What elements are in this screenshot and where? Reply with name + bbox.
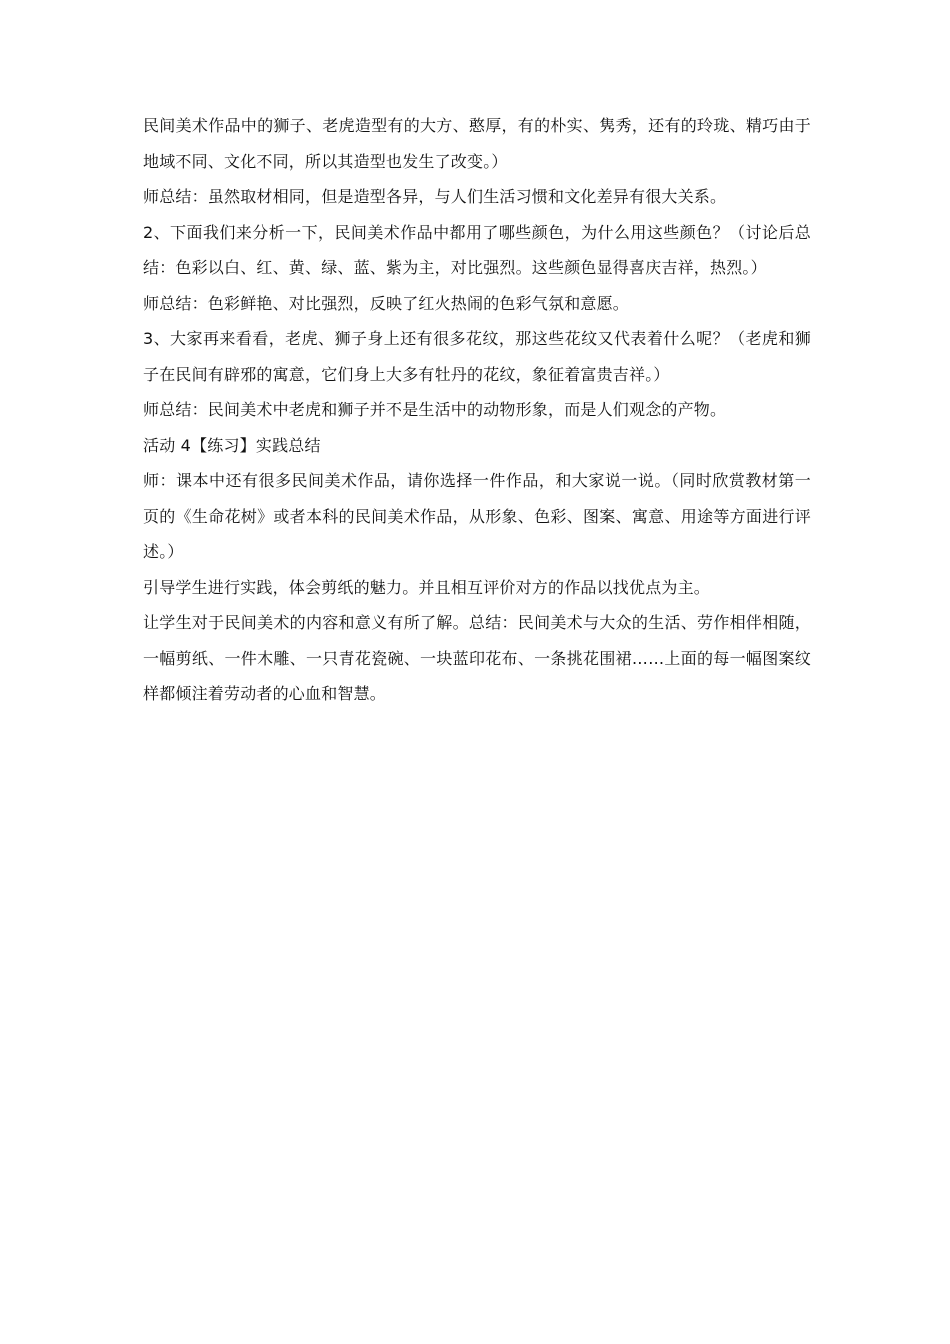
paragraph-teacher-summary-shapes: 师总结：虽然取材相同，但是造型各异，与人们生活习惯和文化差异有很大关系。	[143, 187, 727, 206]
document-body	[143, 108, 811, 712]
activity-heading: 活动 4【练习】实践总结	[143, 435, 321, 455]
paragraph-teacher-instruction: 师：课本中还有很多民间美术作品，请你选择一件作品，和大家说一说。（同时欣赏教材第一页的《生命花树》或者本科的民间美术作品，从形象、色彩、图案、寓意、用途等方面进行评述。）	[143, 471, 811, 561]
paragraph-final-summary: 让学生对于民间美术的内容和意义有所了解。总结：民间美术与大众的生活、劳作相伴相随，一幅剪纸、一件木雕、一只青花瓷碗、一块蓝印花布、一条挑花围裙……上面的每一幅图案纹样都倾注着劳动者的心血和智慧。	[143, 613, 811, 703]
paragraph-teacher-summary-colors: 师总结：色彩鲜艳、对比强烈，反映了红火热闹的色彩气氛和意愿。	[143, 293, 630, 313]
paragraph-teacher-summary-patterns: 师总结：民间美术中老虎和狮子并不是生活中的动物形象，而是人们观念的产物。	[143, 400, 727, 419]
paragraph-lion-tiger-shapes: 民间美术作品中的狮子、老虎造型有的大方、憨厚，有的朴实、隽秀，还有的玲珑、精巧由于地域不同、文化不同，所以其造型也发生了改变。）	[143, 116, 811, 171]
paragraph-color-analysis: 2、下面我们来分析一下，民间美术作品中都用了哪些颜色，为什么用这些颜色？（讨论后总结：色彩以白、红、黄、绿、蓝、紫为主，对比强烈。这些颜色显得喜庆吉祥，热烈。）	[143, 222, 811, 277]
paragraph-guide-practice: 引导学生进行实践，体会剪纸的魅力。并且相互评价对方的作品以找优点为主。	[143, 577, 711, 597]
paragraph-pattern-meaning: 3、大家再来看看，老虎、狮子身上还有很多花纹，那这些花纹又代表着什么呢？（老虎和狮子在民间有辟邪的寓意，它们身上大多有牡丹的花纹，象征着富贵吉祥。）	[143, 329, 811, 384]
